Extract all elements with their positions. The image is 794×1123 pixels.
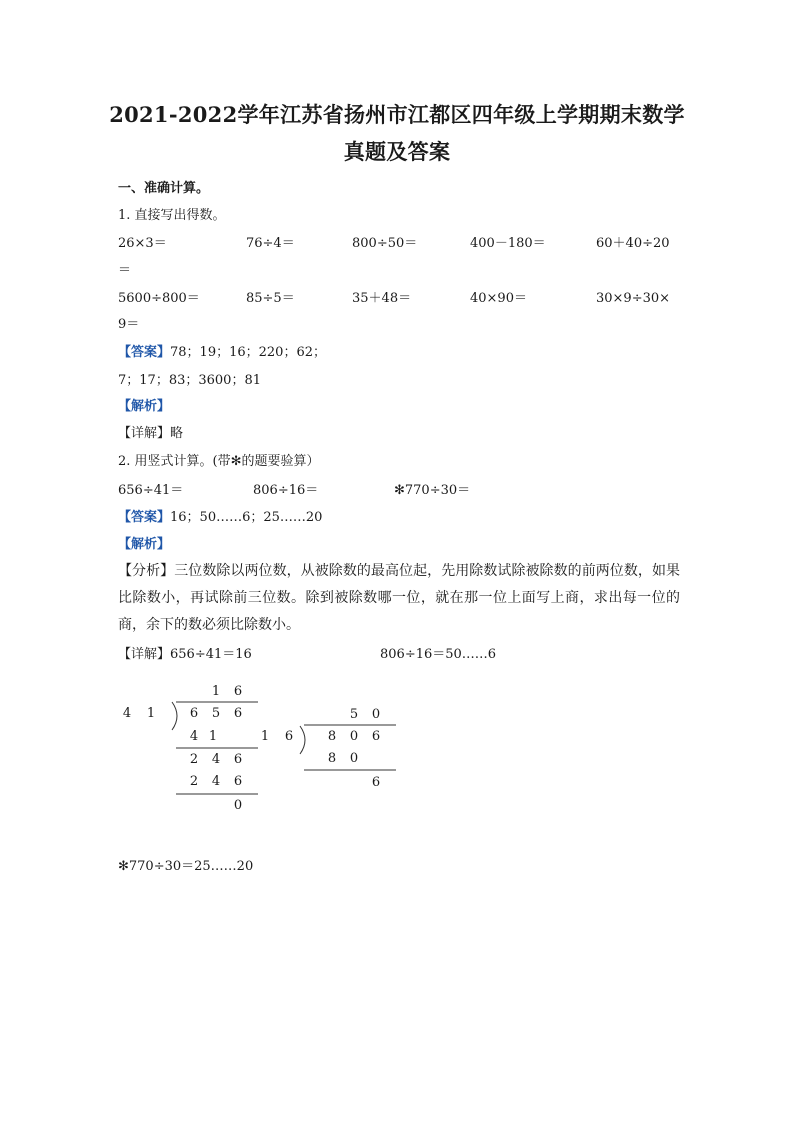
q1-answer-line2: 7；17；83；3600；81 <box>118 373 261 388</box>
ld1-step-digit: 2 <box>189 774 199 789</box>
detail-tag: 【详解】 <box>118 647 171 662</box>
q1-item: 85÷5＝ <box>246 291 295 306</box>
ld1-step-digit: 2 <box>189 752 199 767</box>
ld2-quotient-digit: 0 <box>371 707 381 722</box>
ld1-step-digit: 6 <box>233 752 243 767</box>
ld2-divisor-digit: 1 <box>260 729 270 744</box>
q1-item: 40×90＝ <box>470 291 527 306</box>
ld2-quotient-digit: 5 <box>349 707 359 722</box>
ld1-step-digit: 1 <box>208 729 218 744</box>
answer-tag: 【答案】 <box>118 510 171 525</box>
q1-item-wrap: ＝ <box>118 263 132 278</box>
question-1-label: 1. 直接写出得数。 <box>118 208 226 223</box>
ld1-step-digit: 4 <box>211 774 221 789</box>
q2-problem: 806÷16＝ <box>253 483 319 498</box>
ld2-step-digit: 8 <box>327 751 337 766</box>
ld2-dividend-digit: 8 <box>327 729 337 744</box>
page-title: 2021-2022学年江苏省扬州市江都区四年级上学期期末数学 <box>109 102 685 127</box>
q1-item: 35＋48＝ <box>352 291 412 306</box>
analysis-tag: 【解析】 <box>118 399 171 414</box>
ld1-quotient-digit: 1 <box>211 684 221 699</box>
q1-item: 60＋40÷20 <box>596 236 670 251</box>
detail-eq: 806÷16＝50……6 <box>380 647 497 662</box>
q1-item-wrap: 9＝ <box>118 317 140 332</box>
answer-text: 16；50……6；25……20 <box>170 510 323 525</box>
answer-tag: 【答案】 <box>118 345 171 360</box>
answer-text: 78；19；16；220；62； <box>170 345 326 360</box>
detail-text: 略 <box>170 426 184 441</box>
analysis-tag: 【解析】 <box>118 537 171 552</box>
q1-item: 76÷4＝ <box>246 236 295 251</box>
ld1-step-digit: 4 <box>189 729 199 744</box>
ld1-remainder-digit: 0 <box>233 798 243 813</box>
ld2-remainder-digit: 6 <box>371 775 381 790</box>
q2-problem: ✻770÷30＝ <box>394 483 471 498</box>
analysis-paragraph-tag: 【分析】 <box>118 563 175 579</box>
ld1-quotient-digit: 6 <box>233 684 243 699</box>
ld1-divisor-digit: 4 <box>122 706 132 721</box>
detail-eq: 656÷41＝16 <box>170 647 252 662</box>
ld1-dividend-digit: 6 <box>189 706 199 721</box>
q1-item: 800÷50＝ <box>352 236 418 251</box>
question-2-label: 2. 用竖式计算。(带✻的题要验算） <box>118 454 320 469</box>
q2-problem: 656÷41＝ <box>118 483 184 498</box>
q1-item: 5600÷800＝ <box>118 291 200 306</box>
ld2-dividend-digit: 6 <box>371 729 381 744</box>
page-title-line2: 真题及答案 <box>343 139 451 164</box>
ld1-step-digit: 6 <box>233 774 243 789</box>
ld2-dividend-digit: 0 <box>349 729 359 744</box>
section-heading: 一、准确计算。 <box>118 181 210 196</box>
ld1-step-digit: 4 <box>211 752 221 767</box>
q1-item: 30×9÷30× <box>596 291 671 306</box>
analysis-paragraph-text: 三位数除以两位数，从被除数的最高位起，先用除数试除被除数的前两位数，如果比除数小，再试除前三位数。除到被除数哪一位，就在那一位上面写上商，求出每一位的商，余下的数必须比除数小。 <box>118 563 681 633</box>
ld1-dividend-digit: 5 <box>211 706 221 721</box>
q1-item: 400－180＝ <box>470 236 546 251</box>
ld2-divisor-digit: 6 <box>284 729 294 744</box>
ld1-divisor-digit: 1 <box>146 706 156 721</box>
detail-tag: 【详解】 <box>118 426 171 441</box>
q1-item: 26×3＝ <box>118 236 167 251</box>
ld1-dividend-digit: 6 <box>233 706 243 721</box>
detail-eq: ✻770÷30＝25……20 <box>118 859 254 874</box>
ld2-step-digit: 0 <box>349 751 359 766</box>
